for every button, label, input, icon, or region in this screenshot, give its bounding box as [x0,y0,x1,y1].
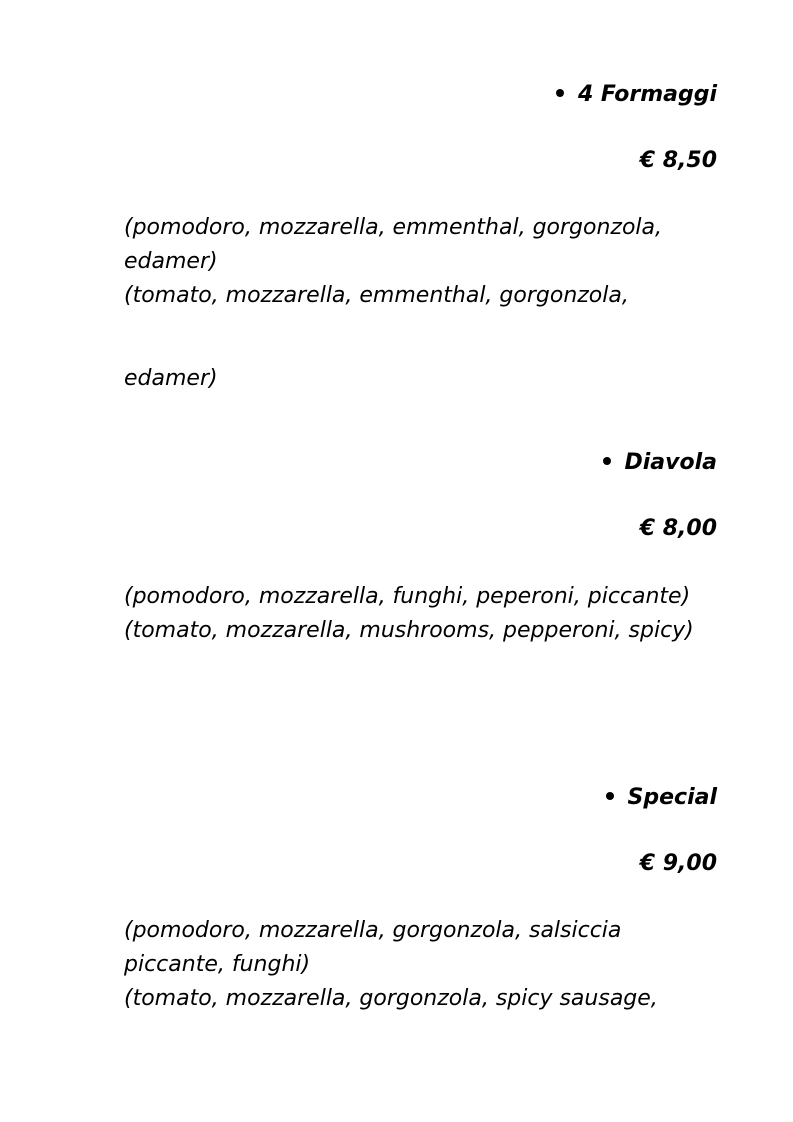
menu-item-title [556,81,717,109]
bullet-icon [556,89,564,97]
item-description-italian: (pomodoro, mozzarella, gorgonzola, salsiccia [124,918,622,943]
item-price: € 8,50 [639,148,717,173]
item-description-italian: piccante, funghi) [124,952,311,977]
item-name: Diavola [624,450,717,475]
item-description-italian: (pomodoro, mozzarella, emmenthal, gorgonzola, [124,215,663,240]
item-description-italian: (pomodoro, mozzarella, funghi, peperoni, piccante) [124,584,691,609]
item-description-english: (tomato, mozzarella, gorgonzola, spicy sausage, [124,986,658,1011]
item-price: € 8,00 [639,516,717,541]
menu-item-title [606,784,717,812]
menu-item-title [603,449,718,477]
item-description-english: (tomato, mozzarella, mushrooms, pepperoni, spicy) [124,618,694,643]
item-description-italian: edamer) [124,249,218,274]
item-price: € 9,00 [639,851,717,876]
item-description-english: edamer) [124,366,218,391]
bullet-icon [606,792,614,800]
item-name: Special [627,785,717,810]
bullet-icon [603,457,611,465]
item-name: 4 Formaggi [577,82,717,107]
item-description-english: (tomato, mozzarella, emmenthal, gorgonzola, [124,283,629,308]
